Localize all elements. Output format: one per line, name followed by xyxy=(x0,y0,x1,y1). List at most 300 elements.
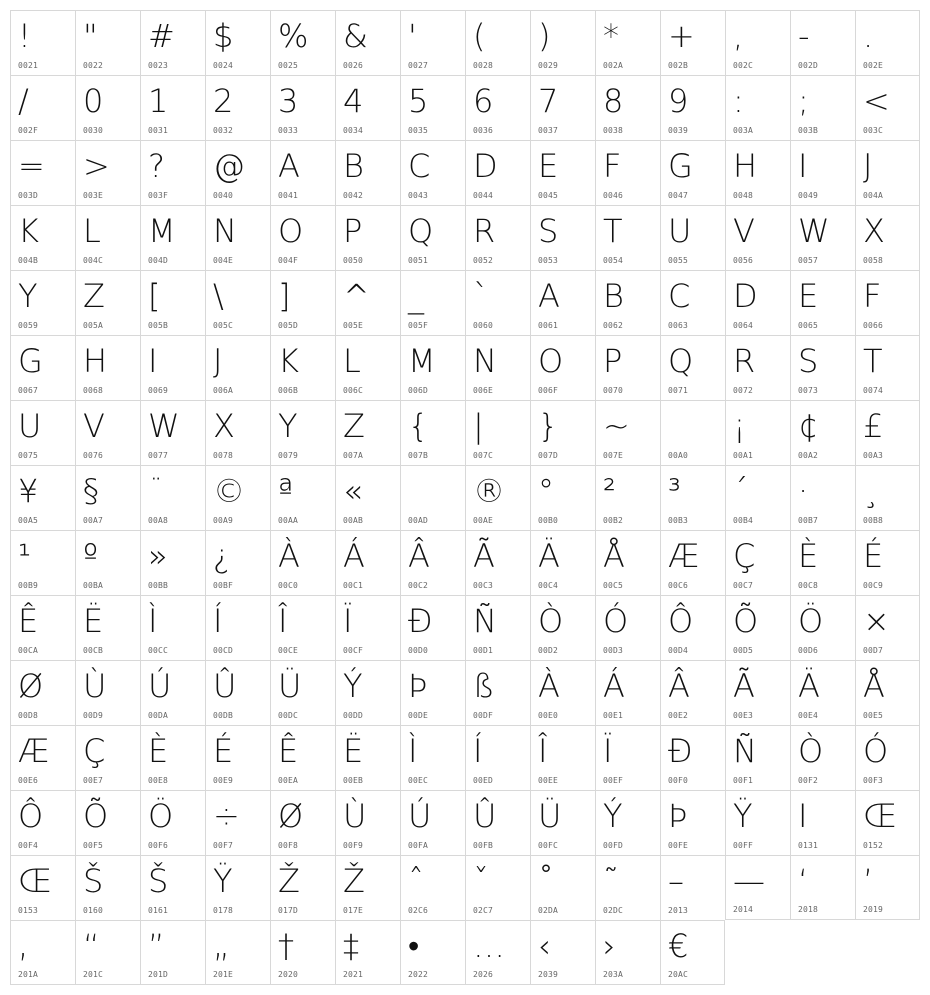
glyph-codepoint: 2039 xyxy=(538,970,559,979)
glyph-codepoint: 0078 xyxy=(213,451,234,460)
glyph-cell xyxy=(790,335,855,400)
glyph-cell xyxy=(725,140,790,205)
glyph-sample: R xyxy=(733,342,756,380)
glyph-codepoint: 00D1 xyxy=(473,646,494,655)
glyph-sample: E xyxy=(798,277,819,315)
glyph-sample: P xyxy=(343,212,363,250)
glyph-cell xyxy=(205,465,270,530)
glyph-codepoint: 0060 xyxy=(473,321,494,330)
glyph-cell xyxy=(530,400,595,465)
glyph-cell xyxy=(335,75,400,140)
glyph-sample: 5 xyxy=(408,82,429,120)
glyph-cell xyxy=(10,855,75,920)
glyph-codepoint: 00E5 xyxy=(863,711,884,720)
glyph-cell xyxy=(660,790,725,855)
glyph-sample: À xyxy=(538,667,560,705)
glyph-sample: ´ xyxy=(733,472,749,510)
glyph-codepoint: 006B xyxy=(278,386,299,395)
glyph-cell xyxy=(595,10,660,75)
glyph-sample: Î xyxy=(538,732,548,770)
glyph-cell xyxy=(140,140,205,205)
glyph-codepoint: 005A xyxy=(83,321,104,330)
glyph-codepoint: 00CC xyxy=(148,646,169,655)
glyph-codepoint: 0051 xyxy=(408,256,429,265)
glyph-codepoint: 00D6 xyxy=(798,646,819,655)
glyph-cell xyxy=(725,400,790,465)
glyph-cell xyxy=(270,595,335,660)
glyph-cell xyxy=(400,855,465,920)
glyph-cell xyxy=(335,465,400,530)
glyph-codepoint: 0033 xyxy=(278,126,299,135)
glyph-codepoint: 003B xyxy=(798,126,819,135)
glyph-sample: I xyxy=(798,797,808,835)
glyph-sample: Ú xyxy=(408,797,432,835)
glyph-sample: ~ xyxy=(603,407,630,445)
glyph-cell xyxy=(10,140,75,205)
glyph-sample: Ä xyxy=(538,537,560,575)
glyph-codepoint: 00FC xyxy=(538,841,559,850)
glyph-sample: × xyxy=(863,602,890,640)
glyph-cell xyxy=(725,205,790,270)
glyph-sample: Ÿ xyxy=(733,797,753,835)
glyph-sample: • xyxy=(408,927,420,965)
glyph-cell xyxy=(725,595,790,660)
glyph-cell xyxy=(595,595,660,660)
glyph-sample: Ç xyxy=(83,732,106,770)
glyph-sample: Q xyxy=(668,342,694,380)
glyph-cell xyxy=(660,205,725,270)
glyph-codepoint: 00F2 xyxy=(798,776,819,785)
glyph-codepoint: 0044 xyxy=(473,191,494,200)
glyph-sample: Æ xyxy=(18,732,50,770)
glyph-sample: ) xyxy=(538,17,551,55)
glyph-cell xyxy=(10,660,75,725)
glyph-cell xyxy=(10,205,75,270)
glyph-sample: 9 xyxy=(668,82,689,120)
glyph-sample: G xyxy=(18,342,43,380)
glyph-cell xyxy=(595,660,660,725)
glyph-sample: Ó xyxy=(863,732,889,770)
glyph-codepoint: 0042 xyxy=(343,191,364,200)
glyph-sample: „ xyxy=(213,927,230,965)
glyph-codepoint: 0057 xyxy=(798,256,819,265)
glyph-sample: º xyxy=(83,537,99,575)
glyph-codepoint: 00B2 xyxy=(603,516,624,525)
glyph-sample: [ xyxy=(148,277,161,315)
glyph-cell xyxy=(10,270,75,335)
glyph-codepoint: 0040 xyxy=(213,191,234,200)
glyph-sample: ¡ xyxy=(733,407,746,445)
glyph-cell xyxy=(75,660,140,725)
glyph-sample: ‘ xyxy=(798,862,809,900)
glyph-cell xyxy=(270,465,335,530)
glyph-sample: Œ xyxy=(18,862,53,900)
glyph-codepoint: 00DC xyxy=(278,711,299,720)
glyph-sample: € xyxy=(668,927,689,965)
glyph-sample: Þ xyxy=(668,797,688,835)
glyph-cell xyxy=(205,855,270,920)
glyph-codepoint: 00CD xyxy=(213,646,234,655)
glyph-codepoint: 0027 xyxy=(408,61,429,70)
glyph-sample: Û xyxy=(213,667,237,705)
glyph-cell xyxy=(335,140,400,205)
glyph-cell xyxy=(790,270,855,335)
glyph-cell xyxy=(790,140,855,205)
glyph-codepoint: 0068 xyxy=(83,386,104,395)
glyph-cell xyxy=(660,595,725,660)
glyph-cell xyxy=(270,205,335,270)
glyph-sample: Ã xyxy=(733,667,755,705)
glyph-sample: @ xyxy=(213,147,245,185)
glyph-sample: 8 xyxy=(603,82,624,120)
glyph-cell xyxy=(75,140,140,205)
glyph-sample: Â xyxy=(408,537,430,575)
glyph-sample: H xyxy=(83,342,108,380)
glyph-cell xyxy=(465,660,530,725)
glyph-codepoint: 006C xyxy=(343,386,364,395)
glyph-cell xyxy=(855,75,920,140)
glyph-sample: Ü xyxy=(538,797,562,835)
glyph-codepoint: 20AC xyxy=(668,970,689,979)
glyph-codepoint: 00C5 xyxy=(603,581,624,590)
glyph-cell xyxy=(465,530,530,595)
glyph-cell xyxy=(10,530,75,595)
glyph-cell xyxy=(10,595,75,660)
glyph-cell xyxy=(465,270,530,335)
glyph-codepoint: 0028 xyxy=(473,61,494,70)
glyph-cell xyxy=(335,530,400,595)
glyph-sample: J xyxy=(863,147,873,185)
glyph-codepoint: 2014 xyxy=(733,905,754,914)
glyph-sample: ¿ xyxy=(213,537,231,575)
glyph-codepoint: 0026 xyxy=(343,61,364,70)
glyph-cell xyxy=(530,660,595,725)
glyph-sample: Ö xyxy=(148,797,174,835)
glyph-codepoint: 00CA xyxy=(18,646,39,655)
glyph-grid xyxy=(10,10,920,985)
glyph-codepoint: 00C1 xyxy=(343,581,364,590)
glyph-cell xyxy=(855,205,920,270)
glyph-cell xyxy=(10,920,75,985)
glyph-codepoint: 004B xyxy=(18,256,39,265)
glyph-sample: M xyxy=(408,342,436,380)
glyph-cell xyxy=(660,270,725,335)
glyph-cell xyxy=(10,75,75,140)
glyph-codepoint: 0070 xyxy=(603,386,624,395)
glyph-sample: ¢ xyxy=(798,407,819,445)
glyph-sample: Ö xyxy=(798,602,824,640)
glyph-sample: G xyxy=(668,147,693,185)
glyph-sample: Z xyxy=(83,277,105,315)
glyph-sample: Ñ xyxy=(733,732,757,770)
glyph-sample: ² xyxy=(603,472,616,510)
glyph-sample: Ê xyxy=(278,732,299,770)
glyph-codepoint: 0161 xyxy=(148,906,169,915)
glyph-codepoint: 00A7 xyxy=(83,516,104,525)
glyph-cell xyxy=(140,75,205,140)
glyph-cell xyxy=(595,270,660,335)
glyph-sample: # xyxy=(148,17,175,55)
glyph-sample: ; xyxy=(798,82,809,120)
glyph-cell xyxy=(530,790,595,855)
glyph-codepoint: 0067 xyxy=(18,386,39,395)
glyph-codepoint: 00D7 xyxy=(863,646,884,655)
glyph-codepoint: 0032 xyxy=(213,126,234,135)
glyph-sample: & xyxy=(343,17,368,55)
glyph-cell xyxy=(595,400,660,465)
glyph-sample: B xyxy=(343,147,364,185)
glyph-cell xyxy=(270,660,335,725)
glyph-codepoint: 004F xyxy=(278,256,299,265)
glyph-codepoint: 0152 xyxy=(863,841,884,850)
glyph-codepoint: 00F9 xyxy=(343,841,364,850)
glyph-codepoint: 00CB xyxy=(83,646,104,655)
glyph-codepoint: 006A xyxy=(213,386,234,395)
glyph-sample: “ xyxy=(83,927,100,965)
glyph-sample: ª xyxy=(278,472,294,510)
glyph-codepoint: 00E8 xyxy=(148,776,169,785)
glyph-sample: C xyxy=(408,147,431,185)
glyph-codepoint: 201C xyxy=(83,970,104,979)
glyph-cell xyxy=(270,790,335,855)
glyph-sample: Q xyxy=(408,212,434,250)
glyph-codepoint: 2013 xyxy=(668,906,689,915)
glyph-cell xyxy=(140,660,205,725)
glyph-sample: Ý xyxy=(603,797,623,835)
glyph-sample: À xyxy=(278,537,300,575)
glyph-sample: É xyxy=(213,732,234,770)
glyph-cell xyxy=(205,205,270,270)
glyph-sample: = xyxy=(18,147,45,185)
glyph-codepoint: 00E9 xyxy=(213,776,234,785)
glyph-cell xyxy=(660,400,725,465)
glyph-codepoint: 00F3 xyxy=(863,776,884,785)
glyph-codepoint: 0178 xyxy=(213,906,234,915)
glyph-codepoint: 00DF xyxy=(473,711,494,720)
glyph-codepoint: 00FB xyxy=(473,841,494,850)
glyph-codepoint: 007E xyxy=(603,451,624,460)
glyph-cell xyxy=(270,75,335,140)
glyph-codepoint: 00BA xyxy=(83,581,104,590)
glyph-codepoint: 00FA xyxy=(408,841,429,850)
glyph-sample: } xyxy=(538,407,559,445)
glyph-codepoint: 00ED xyxy=(473,776,494,785)
glyph-cell xyxy=(75,725,140,790)
glyph-sample: Ê xyxy=(18,602,39,640)
glyph-cell xyxy=(790,790,855,855)
glyph-codepoint: 0050 xyxy=(343,256,364,265)
glyph-sample: Ž xyxy=(278,862,300,900)
glyph-codepoint: 00C6 xyxy=(668,581,689,590)
glyph-cell xyxy=(75,595,140,660)
glyph-sample: V xyxy=(733,212,755,250)
glyph-sample: ³ xyxy=(668,472,681,510)
glyph-codepoint: 0025 xyxy=(278,61,299,70)
glyph-codepoint: 00F7 xyxy=(213,841,234,850)
glyph-codepoint: 00A1 xyxy=(733,451,754,460)
glyph-codepoint: 00E4 xyxy=(798,711,819,720)
glyph-codepoint: 00AD xyxy=(408,516,429,525)
glyph-cell xyxy=(855,530,920,595)
glyph-cell xyxy=(75,75,140,140)
glyph-cell xyxy=(855,270,920,335)
glyph-cell xyxy=(790,855,855,920)
glyph-cell xyxy=(75,270,140,335)
glyph-sample: / xyxy=(18,82,29,120)
glyph-sample: : xyxy=(733,82,744,120)
glyph-cell xyxy=(790,400,855,465)
glyph-sample: ( xyxy=(473,17,486,55)
glyph-sample: S xyxy=(798,342,819,380)
glyph-cell xyxy=(530,270,595,335)
glyph-codepoint: 007B xyxy=(408,451,429,460)
glyph-codepoint: 201D xyxy=(148,970,169,979)
glyph-cell xyxy=(855,660,920,725)
glyph-sample: Ù xyxy=(83,667,107,705)
glyph-cell xyxy=(660,920,725,985)
glyph-cell xyxy=(790,530,855,595)
glyph-sample: ] xyxy=(278,277,291,315)
glyph-cell xyxy=(400,660,465,725)
glyph-sample: E xyxy=(538,147,559,185)
glyph-codepoint: 00E2 xyxy=(668,711,689,720)
glyph-cell xyxy=(400,270,465,335)
glyph-codepoint: 00DD xyxy=(343,711,364,720)
glyph-cell xyxy=(465,335,530,400)
glyph-cell xyxy=(530,75,595,140)
glyph-cell xyxy=(855,595,920,660)
glyph-sample: Ò xyxy=(798,732,824,770)
glyph-codepoint: 003E xyxy=(83,191,104,200)
glyph-sample: B xyxy=(603,277,624,315)
glyph-cell xyxy=(595,75,660,140)
glyph-cell xyxy=(660,660,725,725)
glyph-codepoint: 00CE xyxy=(278,646,299,655)
glyph-cell xyxy=(335,660,400,725)
glyph-cell xyxy=(530,10,595,75)
glyph-sample: 4 xyxy=(343,82,364,120)
glyph-cell xyxy=(465,790,530,855)
glyph-cell xyxy=(140,465,205,530)
glyph-codepoint: 00A2 xyxy=(798,451,819,460)
glyph-sample: K xyxy=(18,212,39,250)
glyph-sample: ¨ xyxy=(148,472,164,510)
glyph-sample: « xyxy=(343,472,363,510)
glyph-cell xyxy=(10,400,75,465)
glyph-sample: Í xyxy=(213,602,223,640)
glyph-sample: Ô xyxy=(18,797,44,835)
glyph-sample: Ç xyxy=(733,537,756,575)
glyph-codepoint: 0058 xyxy=(863,256,884,265)
glyph-sample: I xyxy=(798,147,808,185)
glyph-cell xyxy=(790,595,855,660)
glyph-sample: , xyxy=(733,17,744,55)
glyph-codepoint: 0072 xyxy=(733,386,754,395)
glyph-cell xyxy=(140,400,205,465)
glyph-codepoint: 0045 xyxy=(538,191,559,200)
glyph-codepoint: 0043 xyxy=(408,191,429,200)
glyph-cell xyxy=(270,335,335,400)
glyph-sample: ˆ xyxy=(408,862,424,900)
glyph-codepoint: 0066 xyxy=(863,321,884,330)
glyph-codepoint: 0035 xyxy=(408,126,429,135)
glyph-sample: Ô xyxy=(668,602,694,640)
glyph-cell xyxy=(75,790,140,855)
glyph-codepoint: 006E xyxy=(473,386,494,395)
glyph-cell xyxy=(400,400,465,465)
glyph-cell xyxy=(270,140,335,205)
glyph-sample: W xyxy=(148,407,180,445)
glyph-cell xyxy=(400,140,465,205)
glyph-cell xyxy=(270,855,335,920)
glyph-codepoint: 0049 xyxy=(798,191,819,200)
glyph-cell xyxy=(855,140,920,205)
glyph-codepoint: 201E xyxy=(213,970,234,979)
glyph-codepoint: 0030 xyxy=(83,126,104,135)
glyph-codepoint: 0055 xyxy=(668,256,689,265)
glyph-cell xyxy=(10,790,75,855)
glyph-cell xyxy=(595,465,660,530)
glyph-cell xyxy=(270,530,335,595)
glyph-cell xyxy=(660,855,725,920)
glyph-sample: ® xyxy=(473,472,505,510)
glyph-sample: D xyxy=(733,277,758,315)
glyph-sample: 6 xyxy=(473,82,494,120)
glyph-codepoint: 00AB xyxy=(343,516,364,525)
glyph-codepoint: 0077 xyxy=(148,451,169,460)
glyph-codepoint: 0037 xyxy=(538,126,559,135)
glyph-codepoint: 00EC xyxy=(408,776,429,785)
glyph-cell xyxy=(790,205,855,270)
glyph-sample: Ë xyxy=(343,732,364,770)
glyph-cell xyxy=(595,530,660,595)
glyph-cell xyxy=(400,205,465,270)
glyph-sample: > xyxy=(83,147,110,185)
glyph-codepoint: 0053 xyxy=(538,256,559,265)
glyph-sample: Ø xyxy=(18,667,44,705)
glyph-codepoint: 003F xyxy=(148,191,169,200)
glyph-sample: Ú xyxy=(148,667,172,705)
glyph-cell xyxy=(855,725,920,790)
glyph-codepoint: 0024 xyxy=(213,61,234,70)
glyph-codepoint: 00B7 xyxy=(798,516,819,525)
glyph-sample: W xyxy=(798,212,830,250)
glyph-cell xyxy=(530,725,595,790)
glyph-cell xyxy=(335,270,400,335)
glyph-cell xyxy=(140,270,205,335)
glyph-sample: – xyxy=(668,862,684,900)
glyph-codepoint: 00D0 xyxy=(408,646,429,655)
glyph-sample: Ì xyxy=(148,602,158,640)
glyph-sample: _ xyxy=(408,277,424,315)
glyph-codepoint: 0054 xyxy=(603,256,624,265)
glyph-codepoint: 02C7 xyxy=(473,906,494,915)
glyph-sample: . xyxy=(863,17,874,55)
glyph-cell xyxy=(855,10,920,75)
glyph-sample: Ë xyxy=(83,602,104,640)
glyph-sample: Í xyxy=(473,732,483,770)
glyph-codepoint: 00B4 xyxy=(733,516,754,525)
glyph-cell xyxy=(335,920,400,985)
glyph-codepoint: 00FE xyxy=(668,841,689,850)
glyph-cell xyxy=(75,920,140,985)
glyph-sample: Á xyxy=(343,537,365,575)
glyph-cell xyxy=(140,10,205,75)
glyph-codepoint: 005C xyxy=(213,321,234,330)
glyph-cell xyxy=(205,595,270,660)
glyph-cell xyxy=(205,790,270,855)
glyph-cell xyxy=(465,725,530,790)
